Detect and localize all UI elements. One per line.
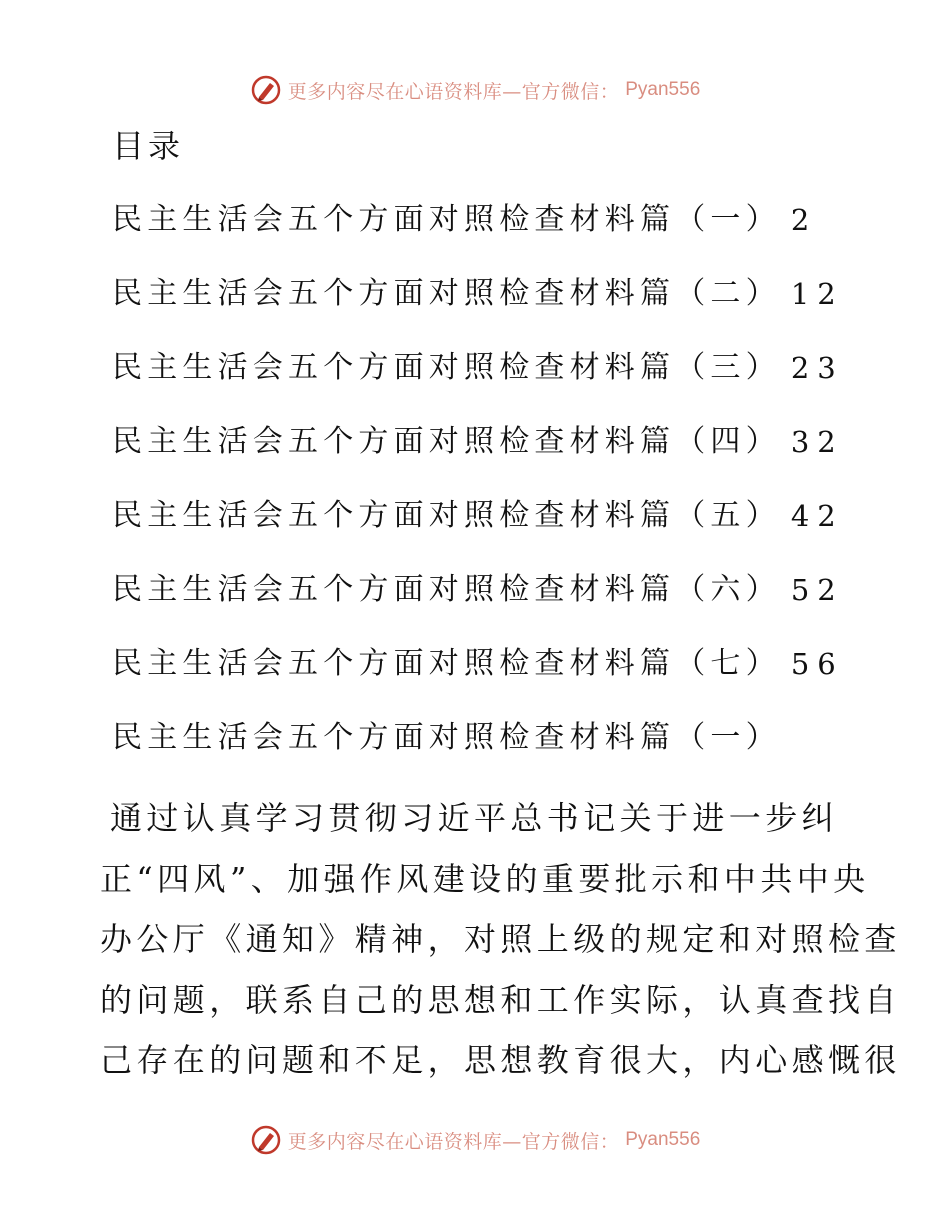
watermark-handle: Pyan556 xyxy=(625,79,701,100)
toc-entry-label: 民主生活会五个方面对照检查材料篇（三） xyxy=(112,350,781,385)
toc-entry-label: 民主生活会五个方面对照检查材料篇（二） xyxy=(112,276,781,311)
section-heading: 民主生活会五个方面对照检查材料篇（一） xyxy=(112,720,781,755)
watermark-handle: Pyan556 xyxy=(625,1129,701,1150)
pen-in-circle-logo-icon xyxy=(250,74,282,106)
toc-entry[interactable] xyxy=(112,640,844,714)
header-watermark xyxy=(0,70,950,110)
toc-entry[interactable] xyxy=(112,418,844,492)
toc-entry-page: 32 xyxy=(790,425,844,459)
toc-entry-label: 民主生活会五个方面对照检查材料篇（一） xyxy=(112,202,781,237)
toc-entry-page: 2 xyxy=(790,203,818,237)
toc-entry-label: 民主生活会五个方面对照检查材料篇（七） xyxy=(112,646,781,681)
toc-entry-page: 42 xyxy=(790,499,844,533)
toc-entry-page: 12 xyxy=(790,277,844,311)
paragraph-line: 的问题，联系自己的思想和工作实际，认真查找自 xyxy=(100,980,901,1019)
toc-entry-page: 52 xyxy=(790,573,844,607)
toc-entry[interactable] xyxy=(112,196,844,270)
toc-entry-label: 民主生活会五个方面对照检查材料篇（四） xyxy=(112,424,781,459)
watermark-text: 更多内容尽在心语资料库—官方微信： xyxy=(287,80,620,103)
toc-entry-label: 民主生活会五个方面对照检查材料篇（六） xyxy=(112,572,781,607)
toc-entry[interactable] xyxy=(112,492,844,566)
body-paragraph xyxy=(100,788,901,1091)
toc-title: 目录 xyxy=(112,127,185,165)
footer-watermark xyxy=(0,1120,950,1160)
pen-in-circle-logo-icon xyxy=(250,1124,282,1156)
toc-entry-page: 23 xyxy=(790,351,844,385)
paragraph-line: 正“四风”、加强作风建设的重要批示和中共中央 xyxy=(100,859,870,898)
toc-entry[interactable] xyxy=(112,344,844,418)
toc-entry[interactable] xyxy=(112,270,844,344)
toc-entry[interactable] xyxy=(112,566,844,640)
toc-entry-page: 56 xyxy=(790,647,844,681)
paragraph-line: 己存在的问题和不足，思想教育很大，内心感慨很 xyxy=(100,1041,901,1079)
toc-entry-label: 民主生活会五个方面对照检查材料篇（五） xyxy=(112,498,781,533)
paragraph-line: 办公厅《通知》精神，对照上级的规定和对照检查 xyxy=(100,920,901,958)
toc-list xyxy=(112,196,844,714)
paragraph-line: 通过认真学习贯彻习近平总书记关于进一步纠 xyxy=(110,799,839,837)
watermark-text: 更多内容尽在心语资料库—官方微信： xyxy=(287,1130,620,1153)
